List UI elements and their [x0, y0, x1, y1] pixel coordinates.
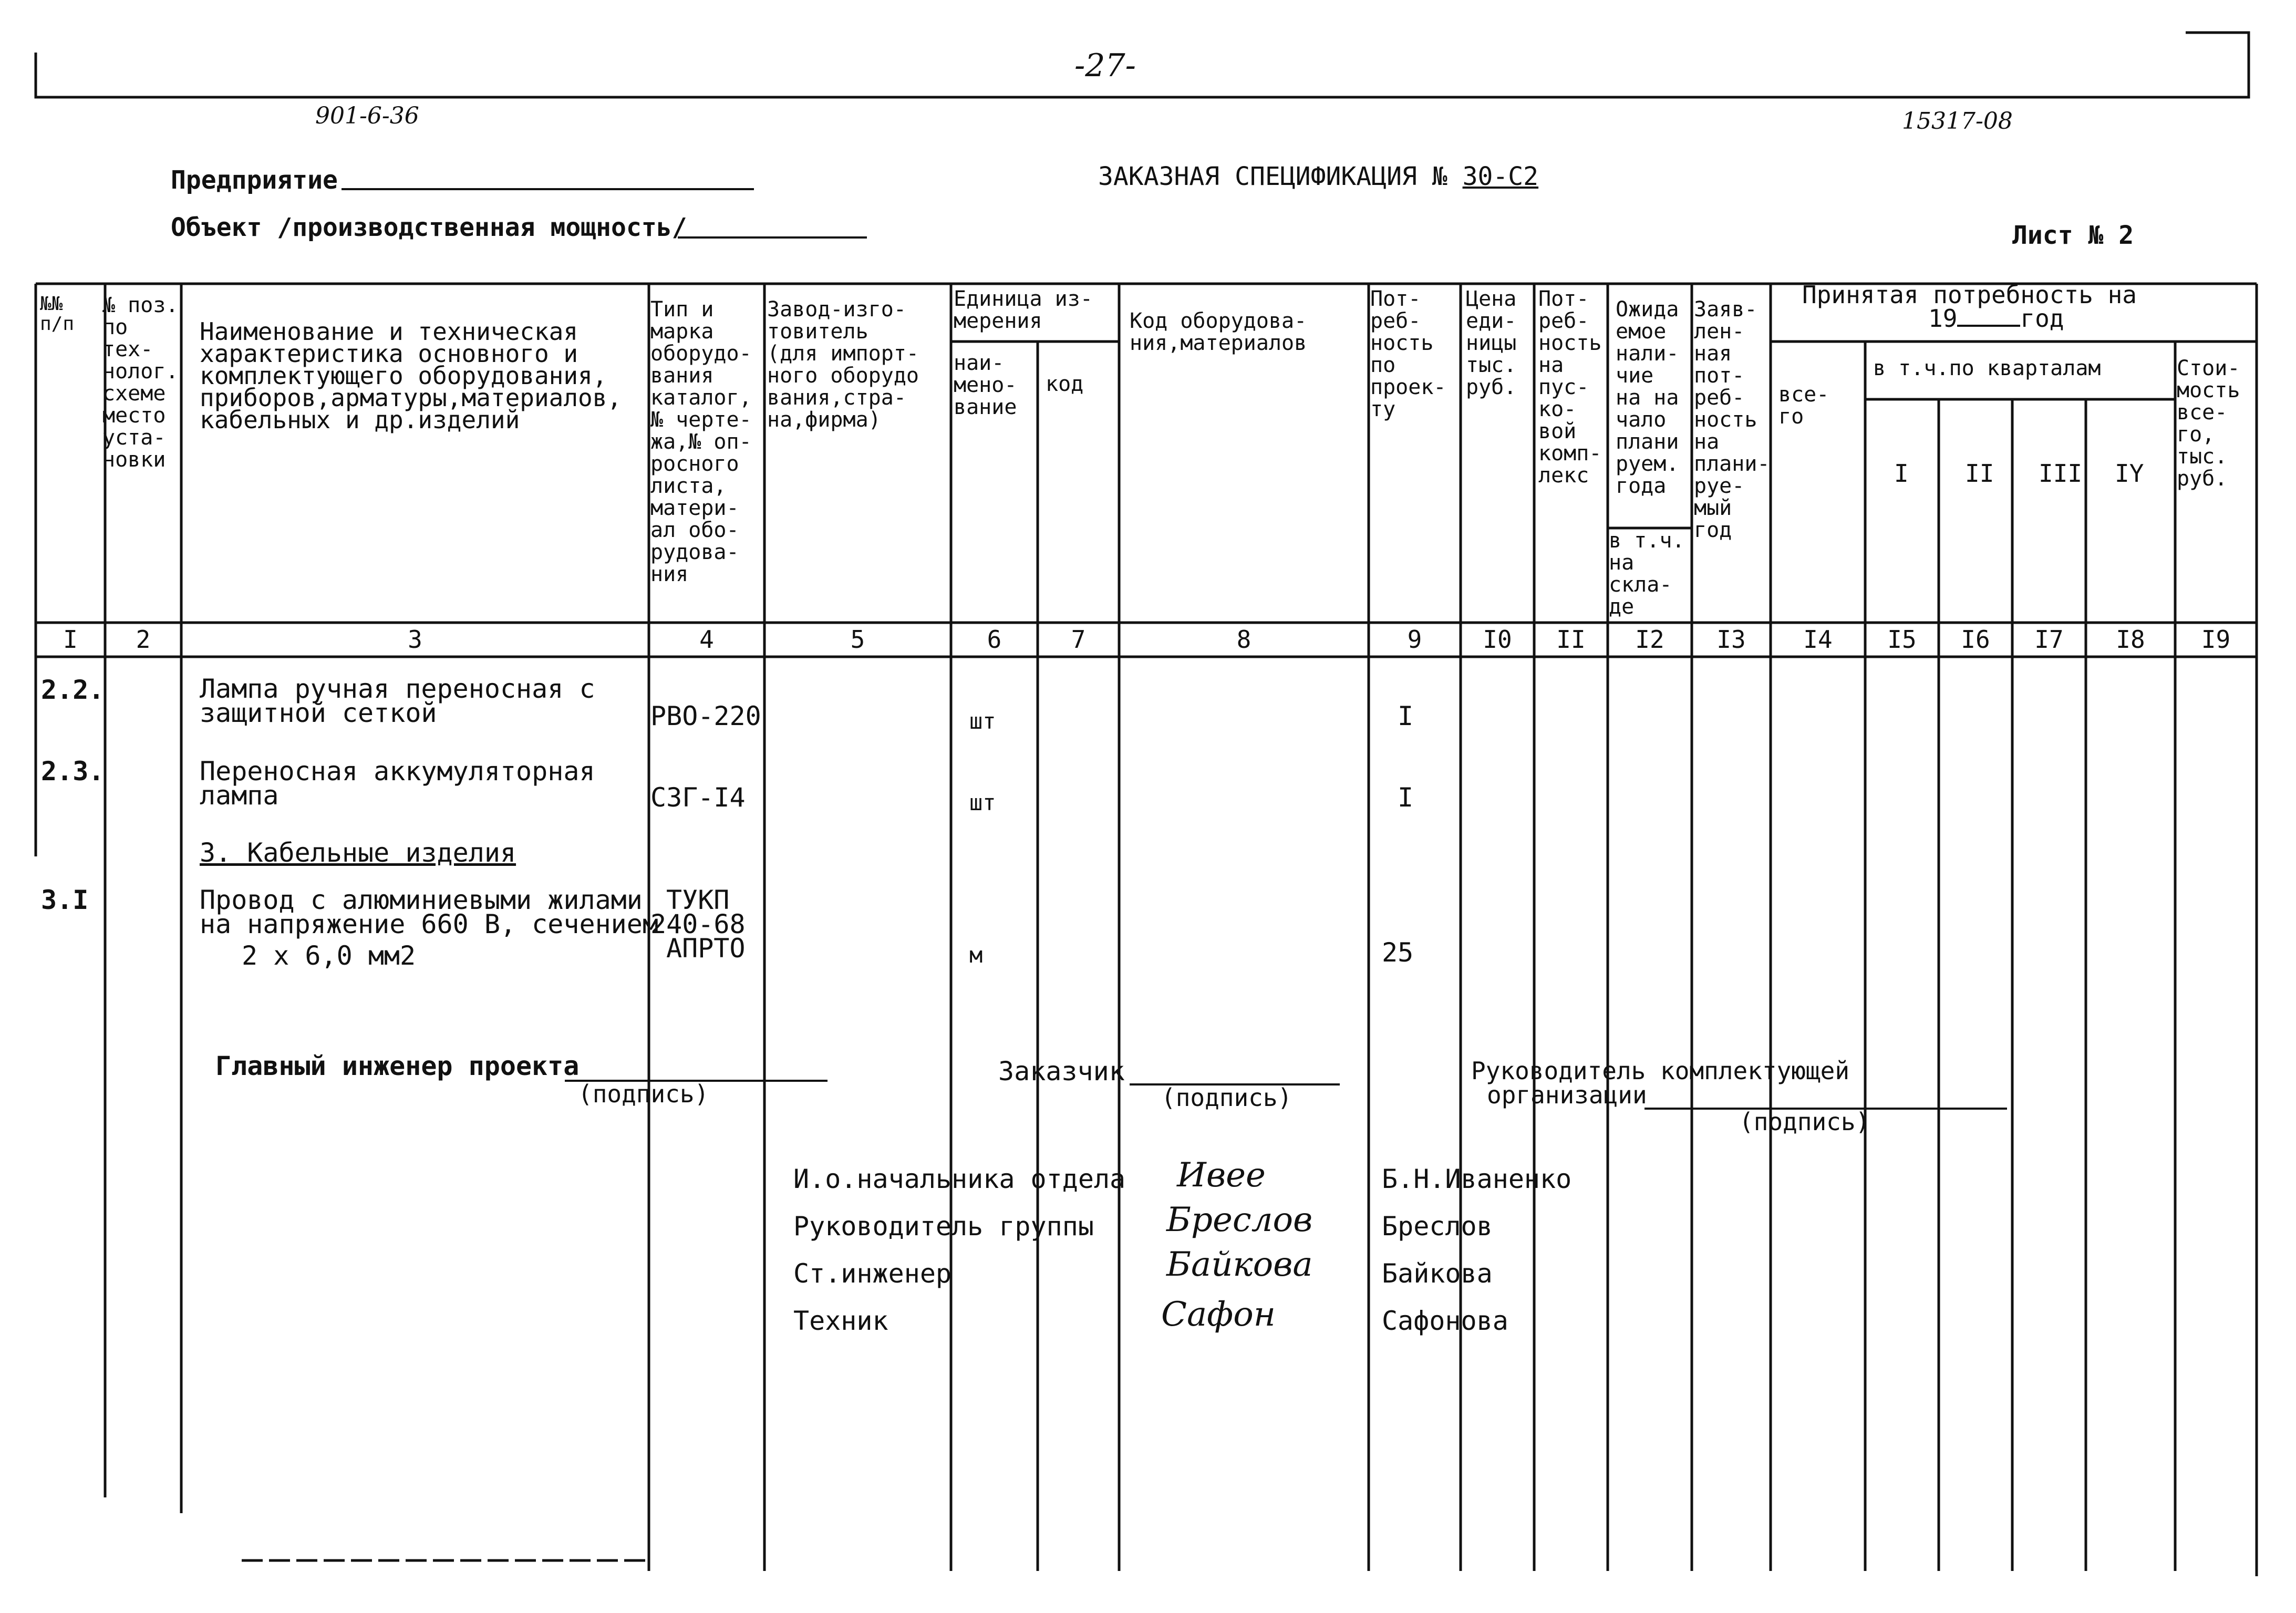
- enterprise-label: Предприятие: [171, 166, 338, 195]
- page-number: -27-: [1074, 47, 1136, 84]
- document-code-right: 15317-08: [1902, 108, 2013, 135]
- header-unit: Единица из- мерения: [954, 287, 1093, 333]
- header-quarter-1: I: [1894, 459, 1909, 488]
- header-row-num: №№ п/п: [40, 293, 75, 335]
- spec-number: 30-С2: [1462, 162, 1539, 191]
- chief-engineer-label: Главный инженер проекта: [215, 1051, 580, 1081]
- header-unit-code: код: [1046, 372, 1084, 396]
- staff-role: Руководитель группы: [793, 1211, 1094, 1242]
- col-number-11: II: [1556, 625, 1586, 654]
- col-number-14: I4: [1803, 625, 1833, 654]
- section-heading: 3. Кабельные изделия: [200, 837, 516, 868]
- customer-caption: (подпись): [1161, 1083, 1292, 1112]
- header-startup-need: Пот- реб- ность на пус- ко- вой комп- лекс: [1538, 287, 1602, 488]
- header-quarter-2: II: [1965, 459, 1994, 488]
- staff-name: Байкова: [1382, 1258, 1493, 1289]
- col-number-15: I5: [1887, 625, 1917, 654]
- table-row-type: РВО-220: [650, 701, 761, 731]
- table-row-name: Лампа ручная переносная с защитной сеткой: [200, 674, 595, 728]
- object-field[interactable]: [678, 236, 867, 239]
- header-year-prefix: 19: [1928, 304, 1958, 333]
- header-expected: Ожида емое нали- чие на на чало плани руем. года: [1616, 297, 1679, 498]
- header-unit-name: наи- мено- вание: [954, 351, 1017, 419]
- col-number-2: 2: [136, 625, 151, 654]
- staff-handwritten-signature: Байкова: [1166, 1245, 1313, 1284]
- table-row-num: 3.I: [41, 885, 89, 915]
- header-expected-stock: в т.ч. на скла- де: [1609, 529, 1685, 619]
- header-type: Тип и марка оборудо- вания каталог, № черте- жа,№ оп- росного листа, матери- ал обо- рудова- ния: [650, 297, 752, 586]
- col-number-8: 8: [1236, 625, 1252, 654]
- col-number-4: 4: [699, 625, 714, 654]
- col-number-13: I3: [1716, 625, 1746, 654]
- org-head-caption: (подпись): [1739, 1108, 1870, 1136]
- col-number-7: 7: [1071, 625, 1086, 654]
- table-row-unit: шт: [969, 790, 996, 815]
- object-label: Объект /производственная мощность/: [171, 213, 687, 242]
- table-row-unit: м: [969, 942, 983, 968]
- staff-name: Б.Н.Иваненко: [1382, 1164, 1572, 1194]
- customer-label: Заказчик: [998, 1056, 1125, 1087]
- sheet-label: Лист № 2: [2012, 221, 2134, 250]
- header-position: № поз. по тех- нолог. схеме место уста- новки: [102, 293, 179, 472]
- header-total: все- го: [1778, 382, 1829, 429]
- table-row-qty: I: [1398, 782, 1414, 813]
- col-number-5: 5: [850, 625, 865, 654]
- enterprise-field[interactable]: [342, 188, 754, 190]
- header-accepted-year: [1928, 304, 2064, 333]
- staff-handwritten-signature: Сафон: [1161, 1295, 1276, 1334]
- header-manufacturer: Завод-изго- товитель (для импорт- ного оборудо вания,стра- на,фирма): [767, 297, 919, 432]
- col-number-9: 9: [1407, 625, 1422, 654]
- chief-engineer-caption: (подпись): [578, 1080, 709, 1108]
- staff-name: Сафонова: [1382, 1306, 1508, 1336]
- header-year-suffix: год: [2020, 304, 2064, 333]
- staff-handwritten-signature: Ивее: [1177, 1156, 1266, 1195]
- col-number-16: I6: [1961, 625, 1990, 654]
- org-head-label: Руководитель комплектующей организации: [1471, 1057, 1850, 1109]
- col-number-6: 6: [987, 625, 1002, 654]
- table-row-name: Провод с алюминиевыми жилами на напряжение 660 В, сечением 2 х 6,0 мм2: [200, 885, 658, 971]
- header-accepted-need: Принятая потребность на: [1802, 281, 2137, 309]
- staff-role: Ст.инженер: [793, 1258, 952, 1289]
- header-equipment-code: Код оборудова- ния,материалов: [1130, 309, 1307, 355]
- header-declared: Заяв- лен- ная пот- реб- ность на плани- руе- мый год: [1694, 297, 1770, 542]
- table-row-qty: I: [1398, 701, 1414, 731]
- col-number-12: I2: [1635, 625, 1664, 654]
- document-code-left: 901-6-36: [315, 102, 419, 129]
- staff-handwritten-signature: Бреслов: [1166, 1201, 1313, 1239]
- table-row-unit: шт: [969, 708, 996, 734]
- header-project-need: Пот- реб- ность по проек- ту: [1370, 287, 1446, 421]
- table-row-qty: 25: [1382, 937, 1414, 968]
- spec-title-text: ЗАКАЗНАЯ СПЕЦИФИКАЦИЯ №: [1098, 162, 1447, 191]
- spec-title: [1098, 162, 1538, 191]
- col-number-1: I: [63, 625, 78, 654]
- col-number-18: I8: [2116, 625, 2145, 654]
- staff-role: Техник: [793, 1306, 888, 1336]
- table-row-num: 2.2.: [41, 675, 105, 705]
- col-number-19: I9: [2201, 625, 2231, 654]
- staff-name: Бреслов: [1382, 1211, 1493, 1242]
- table-row-name: Переносная аккумуляторная лампа: [200, 756, 595, 811]
- table-row-type: ТУКП 240-68 АПРТО: [650, 885, 746, 964]
- staff-role: И.о.начальника отдела: [793, 1164, 1126, 1194]
- col-number-10: I0: [1483, 625, 1512, 654]
- header-cost: Стои- мость все- го, тыс. руб.: [2177, 356, 2240, 491]
- header-quarters: в т.ч.по кварталам: [1873, 356, 2101, 380]
- header-name: Наименование и техническая характеристика основного и комплектующего оборудования, приборов,арматуры,материалов, кабельных и др.изделий: [200, 317, 622, 434]
- col-number-3: 3: [408, 625, 422, 654]
- header-quarter-3: III: [2039, 459, 2083, 488]
- header-quarter-4: IY: [2115, 459, 2144, 488]
- table-row-type: СЗГ-I4: [650, 782, 746, 813]
- header-unit-price: Цена еди- ницы тыс. руб.: [1466, 287, 1517, 399]
- col-number-17: I7: [2034, 625, 2064, 654]
- table-row-num: 2.3.: [41, 756, 105, 787]
